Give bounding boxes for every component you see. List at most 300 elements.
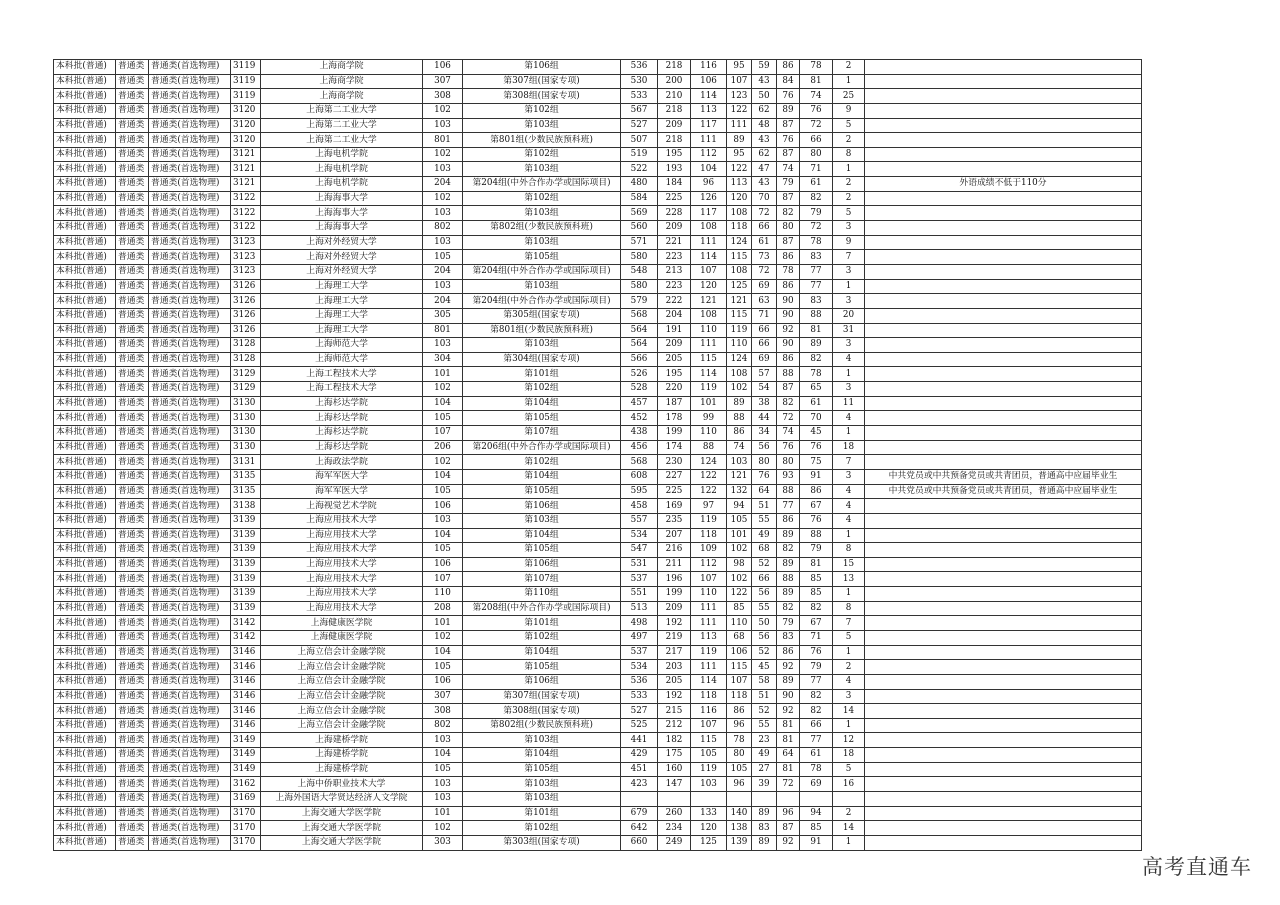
score-4-cell: 72 [752, 264, 777, 279]
score-2-cell: 116 [691, 60, 727, 75]
table-row [54, 352, 1142, 367]
group-name-cell: 第107组 [463, 572, 621, 587]
score-5-cell: 92 [777, 323, 800, 338]
score-5-cell: 81 [777, 762, 800, 777]
score-6-cell: 66 [800, 718, 833, 733]
notes-cell [865, 557, 1142, 572]
subject-track-cell: 普通类(首选物理) [149, 103, 231, 118]
score-2-cell: 122 [691, 484, 727, 499]
subject-track-cell: 普通类(首选物理) [149, 499, 231, 514]
notes-cell: 外语成绩不低于110分 [865, 177, 1142, 192]
subject-track-cell: 普通类(首选物理) [149, 191, 231, 206]
score-4-cell: 52 [752, 557, 777, 572]
school-name-cell: 上海应用技术大学 [261, 572, 423, 587]
score-2-cell: 99 [691, 411, 727, 426]
notes-cell [865, 513, 1142, 528]
subject-track-cell: 普通类(首选物理) [149, 235, 231, 250]
score-3-cell: 111 [727, 118, 752, 133]
group-name-cell: 第104组 [463, 645, 621, 660]
count-cell: 25 [833, 89, 865, 104]
group-code-cell: 101 [423, 806, 463, 821]
category-cell: 普通类 [116, 133, 149, 148]
score-1-cell: 184 [658, 177, 691, 192]
count-cell: 1 [833, 645, 865, 660]
score-1-cell: 174 [658, 440, 691, 455]
school-name-cell: 上海应用技术大学 [261, 543, 423, 558]
school-name-cell: 上海理工大学 [261, 279, 423, 294]
score-5-cell: 88 [777, 572, 800, 587]
score-2-cell: 126 [691, 191, 727, 206]
school-code-cell: 3149 [231, 733, 261, 748]
notes-cell [865, 103, 1142, 118]
total-score-cell: 557 [621, 513, 658, 528]
count-cell [833, 792, 865, 807]
group-name-cell: 第104组 [463, 528, 621, 543]
category-cell: 普通类 [116, 294, 149, 309]
school-code-cell: 3142 [231, 630, 261, 645]
table-row [54, 206, 1142, 221]
score-1-cell: 225 [658, 191, 691, 206]
school-name-cell: 上海应用技术大学 [261, 528, 423, 543]
batch-cell: 本科批(普通) [54, 440, 116, 455]
school-name-cell: 上海工程技术大学 [261, 367, 423, 382]
group-code-cell: 103 [423, 162, 463, 177]
school-code-cell: 3139 [231, 601, 261, 616]
school-code-cell: 3131 [231, 455, 261, 470]
score-5-cell: 82 [777, 601, 800, 616]
score-1-cell: 182 [658, 733, 691, 748]
total-score-cell: 595 [621, 484, 658, 499]
score-4-cell: 54 [752, 382, 777, 397]
notes-cell [865, 748, 1142, 763]
table-row [54, 469, 1142, 484]
score-3-cell: 105 [727, 513, 752, 528]
count-cell: 7 [833, 455, 865, 470]
score-4-cell: 63 [752, 294, 777, 309]
group-name-cell: 第101组 [463, 806, 621, 821]
table-row [54, 250, 1142, 265]
score-2-cell: 114 [691, 367, 727, 382]
table-row [54, 674, 1142, 689]
school-name-cell: 上海立信会计金融学院 [261, 718, 423, 733]
group-code-cell: 308 [423, 704, 463, 719]
table-row [54, 308, 1142, 323]
score-1-cell: 223 [658, 279, 691, 294]
group-code-cell: 102 [423, 147, 463, 162]
group-name-cell: 第208组(中外合作办学或国际项目) [463, 601, 621, 616]
score-3-cell: 115 [727, 250, 752, 265]
batch-cell: 本科批(普通) [54, 191, 116, 206]
score-3-cell: 95 [727, 147, 752, 162]
batch-cell: 本科批(普通) [54, 777, 116, 792]
score-3-cell: 88 [727, 411, 752, 426]
notes-cell [865, 396, 1142, 411]
score-1-cell: 147 [658, 777, 691, 792]
admission-score-table [53, 59, 1142, 851]
batch-cell: 本科批(普通) [54, 133, 116, 148]
total-score-cell: 531 [621, 557, 658, 572]
table-row [54, 191, 1142, 206]
school-code-cell: 3123 [231, 250, 261, 265]
score-6-cell: 88 [800, 528, 833, 543]
total-score-cell: 456 [621, 440, 658, 455]
score-2-cell: 117 [691, 206, 727, 221]
score-6-cell: 81 [800, 74, 833, 89]
table-row [54, 616, 1142, 631]
group-name-cell: 第105组 [463, 543, 621, 558]
school-code-cell: 3169 [231, 792, 261, 807]
score-5-cell: 92 [777, 704, 800, 719]
subject-track-cell: 普通类(首选物理) [149, 674, 231, 689]
school-code-cell: 3120 [231, 118, 261, 133]
score-3-cell: 115 [727, 660, 752, 675]
group-name-cell: 第104组 [463, 469, 621, 484]
score-6-cell: 78 [800, 235, 833, 250]
score-4-cell: 56 [752, 587, 777, 602]
score-6-cell: 74 [800, 89, 833, 104]
score-1-cell: 218 [658, 103, 691, 118]
score-2-cell: 111 [691, 338, 727, 353]
score-3-cell: 138 [727, 821, 752, 836]
category-cell: 普通类 [116, 587, 149, 602]
school-name-cell: 上海对外经贸大学 [261, 235, 423, 250]
score-6-cell: 82 [800, 689, 833, 704]
score-6-cell: 79 [800, 206, 833, 221]
score-2-cell: 114 [691, 89, 727, 104]
subject-track-cell: 普通类(首选物理) [149, 221, 231, 236]
score-2-cell: 114 [691, 250, 727, 265]
table-row [54, 455, 1142, 470]
group-code-cell: 801 [423, 133, 463, 148]
batch-cell: 本科批(普通) [54, 733, 116, 748]
batch-cell: 本科批(普通) [54, 118, 116, 133]
category-cell: 普通类 [116, 499, 149, 514]
notes-cell [865, 133, 1142, 148]
notes-cell [865, 528, 1142, 543]
total-score-cell: 498 [621, 616, 658, 631]
total-score-cell: 568 [621, 308, 658, 323]
score-6-cell: 76 [800, 103, 833, 118]
category-cell: 普通类 [116, 74, 149, 89]
count-cell: 3 [833, 469, 865, 484]
subject-track-cell: 普通类(首选物理) [149, 118, 231, 133]
subject-track-cell: 普通类(首选物理) [149, 250, 231, 265]
school-code-cell: 3130 [231, 426, 261, 441]
subject-track-cell: 普通类(首选物理) [149, 382, 231, 397]
score-2-cell: 121 [691, 294, 727, 309]
category-cell: 普通类 [116, 762, 149, 777]
count-cell: 2 [833, 60, 865, 75]
notes-cell [865, 411, 1142, 426]
group-name-cell: 第103组 [463, 733, 621, 748]
score-3-cell: 85 [727, 601, 752, 616]
score-6-cell: 85 [800, 572, 833, 587]
batch-cell: 本科批(普通) [54, 528, 116, 543]
subject-track-cell: 普通类(首选物理) [149, 806, 231, 821]
school-code-cell: 3142 [231, 616, 261, 631]
score-4-cell: 55 [752, 718, 777, 733]
score-2-cell: 115 [691, 733, 727, 748]
score-4-cell: 58 [752, 674, 777, 689]
total-score-cell: 527 [621, 704, 658, 719]
batch-cell: 本科批(普通) [54, 762, 116, 777]
count-cell: 4 [833, 499, 865, 514]
category-cell: 普通类 [116, 616, 149, 631]
score-1-cell: 218 [658, 133, 691, 148]
subject-track-cell: 普通类(首选物理) [149, 835, 231, 850]
score-1-cell: 200 [658, 74, 691, 89]
score-6-cell: 61 [800, 396, 833, 411]
score-4-cell: 72 [752, 206, 777, 221]
subject-track-cell: 普通类(首选物理) [149, 777, 231, 792]
total-score-cell: 429 [621, 748, 658, 763]
score-2-cell: 118 [691, 689, 727, 704]
score-1-cell: 227 [658, 469, 691, 484]
score-1-cell: 230 [658, 455, 691, 470]
table-row [54, 147, 1142, 162]
category-cell: 普通类 [116, 191, 149, 206]
score-6-cell: 71 [800, 162, 833, 177]
notes-cell [865, 440, 1142, 455]
score-4-cell: 50 [752, 616, 777, 631]
school-name-cell: 上海立信会计金融学院 [261, 704, 423, 719]
score-1-cell: 160 [658, 762, 691, 777]
table-row [54, 426, 1142, 441]
count-cell: 5 [833, 118, 865, 133]
school-name-cell: 上海建桥学院 [261, 748, 423, 763]
score-1-cell: 209 [658, 221, 691, 236]
subject-track-cell: 普通类(首选物理) [149, 587, 231, 602]
total-score-cell: 480 [621, 177, 658, 192]
score-2-cell: 119 [691, 645, 727, 660]
score-3-cell: 124 [727, 352, 752, 367]
count-cell: 8 [833, 543, 865, 558]
group-name-cell: 第106组 [463, 499, 621, 514]
score-5-cell: 74 [777, 426, 800, 441]
watermark-text: 高考直通车 [1142, 855, 1252, 879]
table-row [54, 718, 1142, 733]
score-6-cell: 85 [800, 587, 833, 602]
group-name-cell: 第105组 [463, 250, 621, 265]
subject-track-cell: 普通类(首选物理) [149, 426, 231, 441]
score-5-cell: 86 [777, 352, 800, 367]
group-name-cell: 第103组 [463, 118, 621, 133]
subject-track-cell: 普通类(首选物理) [149, 264, 231, 279]
notes-cell [865, 616, 1142, 631]
group-code-cell: 304 [423, 352, 463, 367]
subject-track-cell: 普通类(首选物理) [149, 630, 231, 645]
school-code-cell: 3129 [231, 382, 261, 397]
score-1-cell: 235 [658, 513, 691, 528]
score-1-cell: 196 [658, 572, 691, 587]
group-name-cell: 第102组 [463, 821, 621, 836]
batch-cell: 本科批(普通) [54, 411, 116, 426]
score-3-cell: 119 [727, 323, 752, 338]
total-score-cell: 560 [621, 221, 658, 236]
count-cell: 11 [833, 396, 865, 411]
subject-track-cell: 普通类(首选物理) [149, 645, 231, 660]
table-row [54, 777, 1142, 792]
score-5-cell: 86 [777, 60, 800, 75]
score-5-cell: 80 [777, 455, 800, 470]
school-code-cell: 3135 [231, 484, 261, 499]
school-name-cell: 上海建桥学院 [261, 733, 423, 748]
count-cell: 9 [833, 103, 865, 118]
notes-cell [865, 352, 1142, 367]
group-code-cell: 802 [423, 221, 463, 236]
score-6-cell: 72 [800, 221, 833, 236]
score-6-cell: 76 [800, 440, 833, 455]
table-row [54, 587, 1142, 602]
category-cell: 普通类 [116, 601, 149, 616]
table-row [54, 792, 1142, 807]
score-2-cell: 115 [691, 352, 727, 367]
school-name-cell: 上海外国语大学贤达经济人文学院 [261, 792, 423, 807]
score-5-cell: 89 [777, 587, 800, 602]
count-cell: 1 [833, 528, 865, 543]
total-score-cell: 438 [621, 426, 658, 441]
count-cell: 4 [833, 513, 865, 528]
notes-cell [865, 572, 1142, 587]
score-2-cell: 106 [691, 74, 727, 89]
score-6-cell: 76 [800, 513, 833, 528]
score-6-cell: 88 [800, 308, 833, 323]
category-cell: 普通类 [116, 250, 149, 265]
school-name-cell: 上海师范大学 [261, 352, 423, 367]
score-2-cell: 114 [691, 674, 727, 689]
notes-cell [865, 762, 1142, 777]
score-1-cell: 178 [658, 411, 691, 426]
table-row [54, 411, 1142, 426]
group-code-cell: 103 [423, 279, 463, 294]
score-6-cell: 82 [800, 191, 833, 206]
notes-cell [865, 689, 1142, 704]
score-3-cell: 101 [727, 528, 752, 543]
score-4-cell: 69 [752, 352, 777, 367]
notes-cell [865, 74, 1142, 89]
school-code-cell: 3139 [231, 587, 261, 602]
total-score-cell: 519 [621, 147, 658, 162]
score-2-cell: 110 [691, 323, 727, 338]
total-score-cell: 536 [621, 674, 658, 689]
table-row [54, 323, 1142, 338]
score-3-cell: 78 [727, 733, 752, 748]
notes-cell [865, 279, 1142, 294]
score-5-cell: 82 [777, 206, 800, 221]
score-2-cell: 125 [691, 835, 727, 850]
notes-cell [865, 118, 1142, 133]
score-1-cell: 209 [658, 118, 691, 133]
table-row [54, 645, 1142, 660]
group-name-cell: 第103组 [463, 235, 621, 250]
score-4-cell: 43 [752, 133, 777, 148]
subject-track-cell: 普通类(首选物理) [149, 484, 231, 499]
score-3-cell: 125 [727, 279, 752, 294]
group-name-cell: 第103组 [463, 513, 621, 528]
category-cell: 普通类 [116, 221, 149, 236]
score-1-cell: 220 [658, 382, 691, 397]
notes-cell [865, 60, 1142, 75]
batch-cell: 本科批(普通) [54, 645, 116, 660]
group-name-cell: 第102组 [463, 191, 621, 206]
score-1-cell: 221 [658, 235, 691, 250]
count-cell: 3 [833, 689, 865, 704]
notes-cell [865, 235, 1142, 250]
group-code-cell: 106 [423, 60, 463, 75]
category-cell: 普通类 [116, 484, 149, 499]
score-1-cell: 209 [658, 601, 691, 616]
score-6-cell: 78 [800, 762, 833, 777]
score-5-cell: 76 [777, 89, 800, 104]
total-score-cell: 608 [621, 469, 658, 484]
school-code-cell: 3146 [231, 718, 261, 733]
notes-cell [865, 294, 1142, 309]
school-name-cell: 上海杉达学院 [261, 411, 423, 426]
count-cell: 2 [833, 133, 865, 148]
batch-cell: 本科批(普通) [54, 792, 116, 807]
count-cell: 2 [833, 177, 865, 192]
school-name-cell: 上海健康医学院 [261, 630, 423, 645]
school-code-cell: 3135 [231, 469, 261, 484]
table-row [54, 279, 1142, 294]
score-3-cell: 115 [727, 308, 752, 323]
school-name-cell: 上海电机学院 [261, 162, 423, 177]
group-code-cell: 103 [423, 118, 463, 133]
total-score-cell: 564 [621, 323, 658, 338]
school-name-cell: 上海杉达学院 [261, 426, 423, 441]
category-cell: 普通类 [116, 162, 149, 177]
category-cell: 普通类 [116, 396, 149, 411]
score-3-cell: 118 [727, 689, 752, 704]
score-6-cell: 69 [800, 777, 833, 792]
score-5-cell: 90 [777, 294, 800, 309]
school-code-cell: 3119 [231, 89, 261, 104]
category-cell: 普通类 [116, 352, 149, 367]
count-cell: 3 [833, 221, 865, 236]
group-name-cell: 第307组(国家专项) [463, 689, 621, 704]
score-1-cell: 203 [658, 660, 691, 675]
count-cell: 3 [833, 264, 865, 279]
school-name-cell: 上海杉达学院 [261, 396, 423, 411]
group-name-cell: 第104组 [463, 396, 621, 411]
group-code-cell: 106 [423, 557, 463, 572]
batch-cell: 本科批(普通) [54, 60, 116, 75]
batch-cell: 本科批(普通) [54, 718, 116, 733]
category-cell: 普通类 [116, 835, 149, 850]
total-score-cell: 530 [621, 74, 658, 89]
score-3-cell: 86 [727, 704, 752, 719]
score-6-cell: 71 [800, 630, 833, 645]
score-6-cell: 85 [800, 821, 833, 836]
score-3-cell: 86 [727, 426, 752, 441]
count-cell: 1 [833, 587, 865, 602]
count-cell: 2 [833, 660, 865, 675]
total-score-cell: 525 [621, 718, 658, 733]
table-row [54, 499, 1142, 514]
group-code-cell: 103 [423, 206, 463, 221]
batch-cell: 本科批(普通) [54, 660, 116, 675]
score-3-cell: 74 [727, 440, 752, 455]
school-name-cell: 上海交通大学医学院 [261, 806, 423, 821]
score-1-cell: 175 [658, 748, 691, 763]
group-code-cell: 101 [423, 367, 463, 382]
score-6-cell: 65 [800, 382, 833, 397]
score-1-cell: 192 [658, 616, 691, 631]
total-score-cell: 452 [621, 411, 658, 426]
group-code-cell: 105 [423, 660, 463, 675]
school-code-cell: 3121 [231, 162, 261, 177]
score-1-cell: 199 [658, 426, 691, 441]
